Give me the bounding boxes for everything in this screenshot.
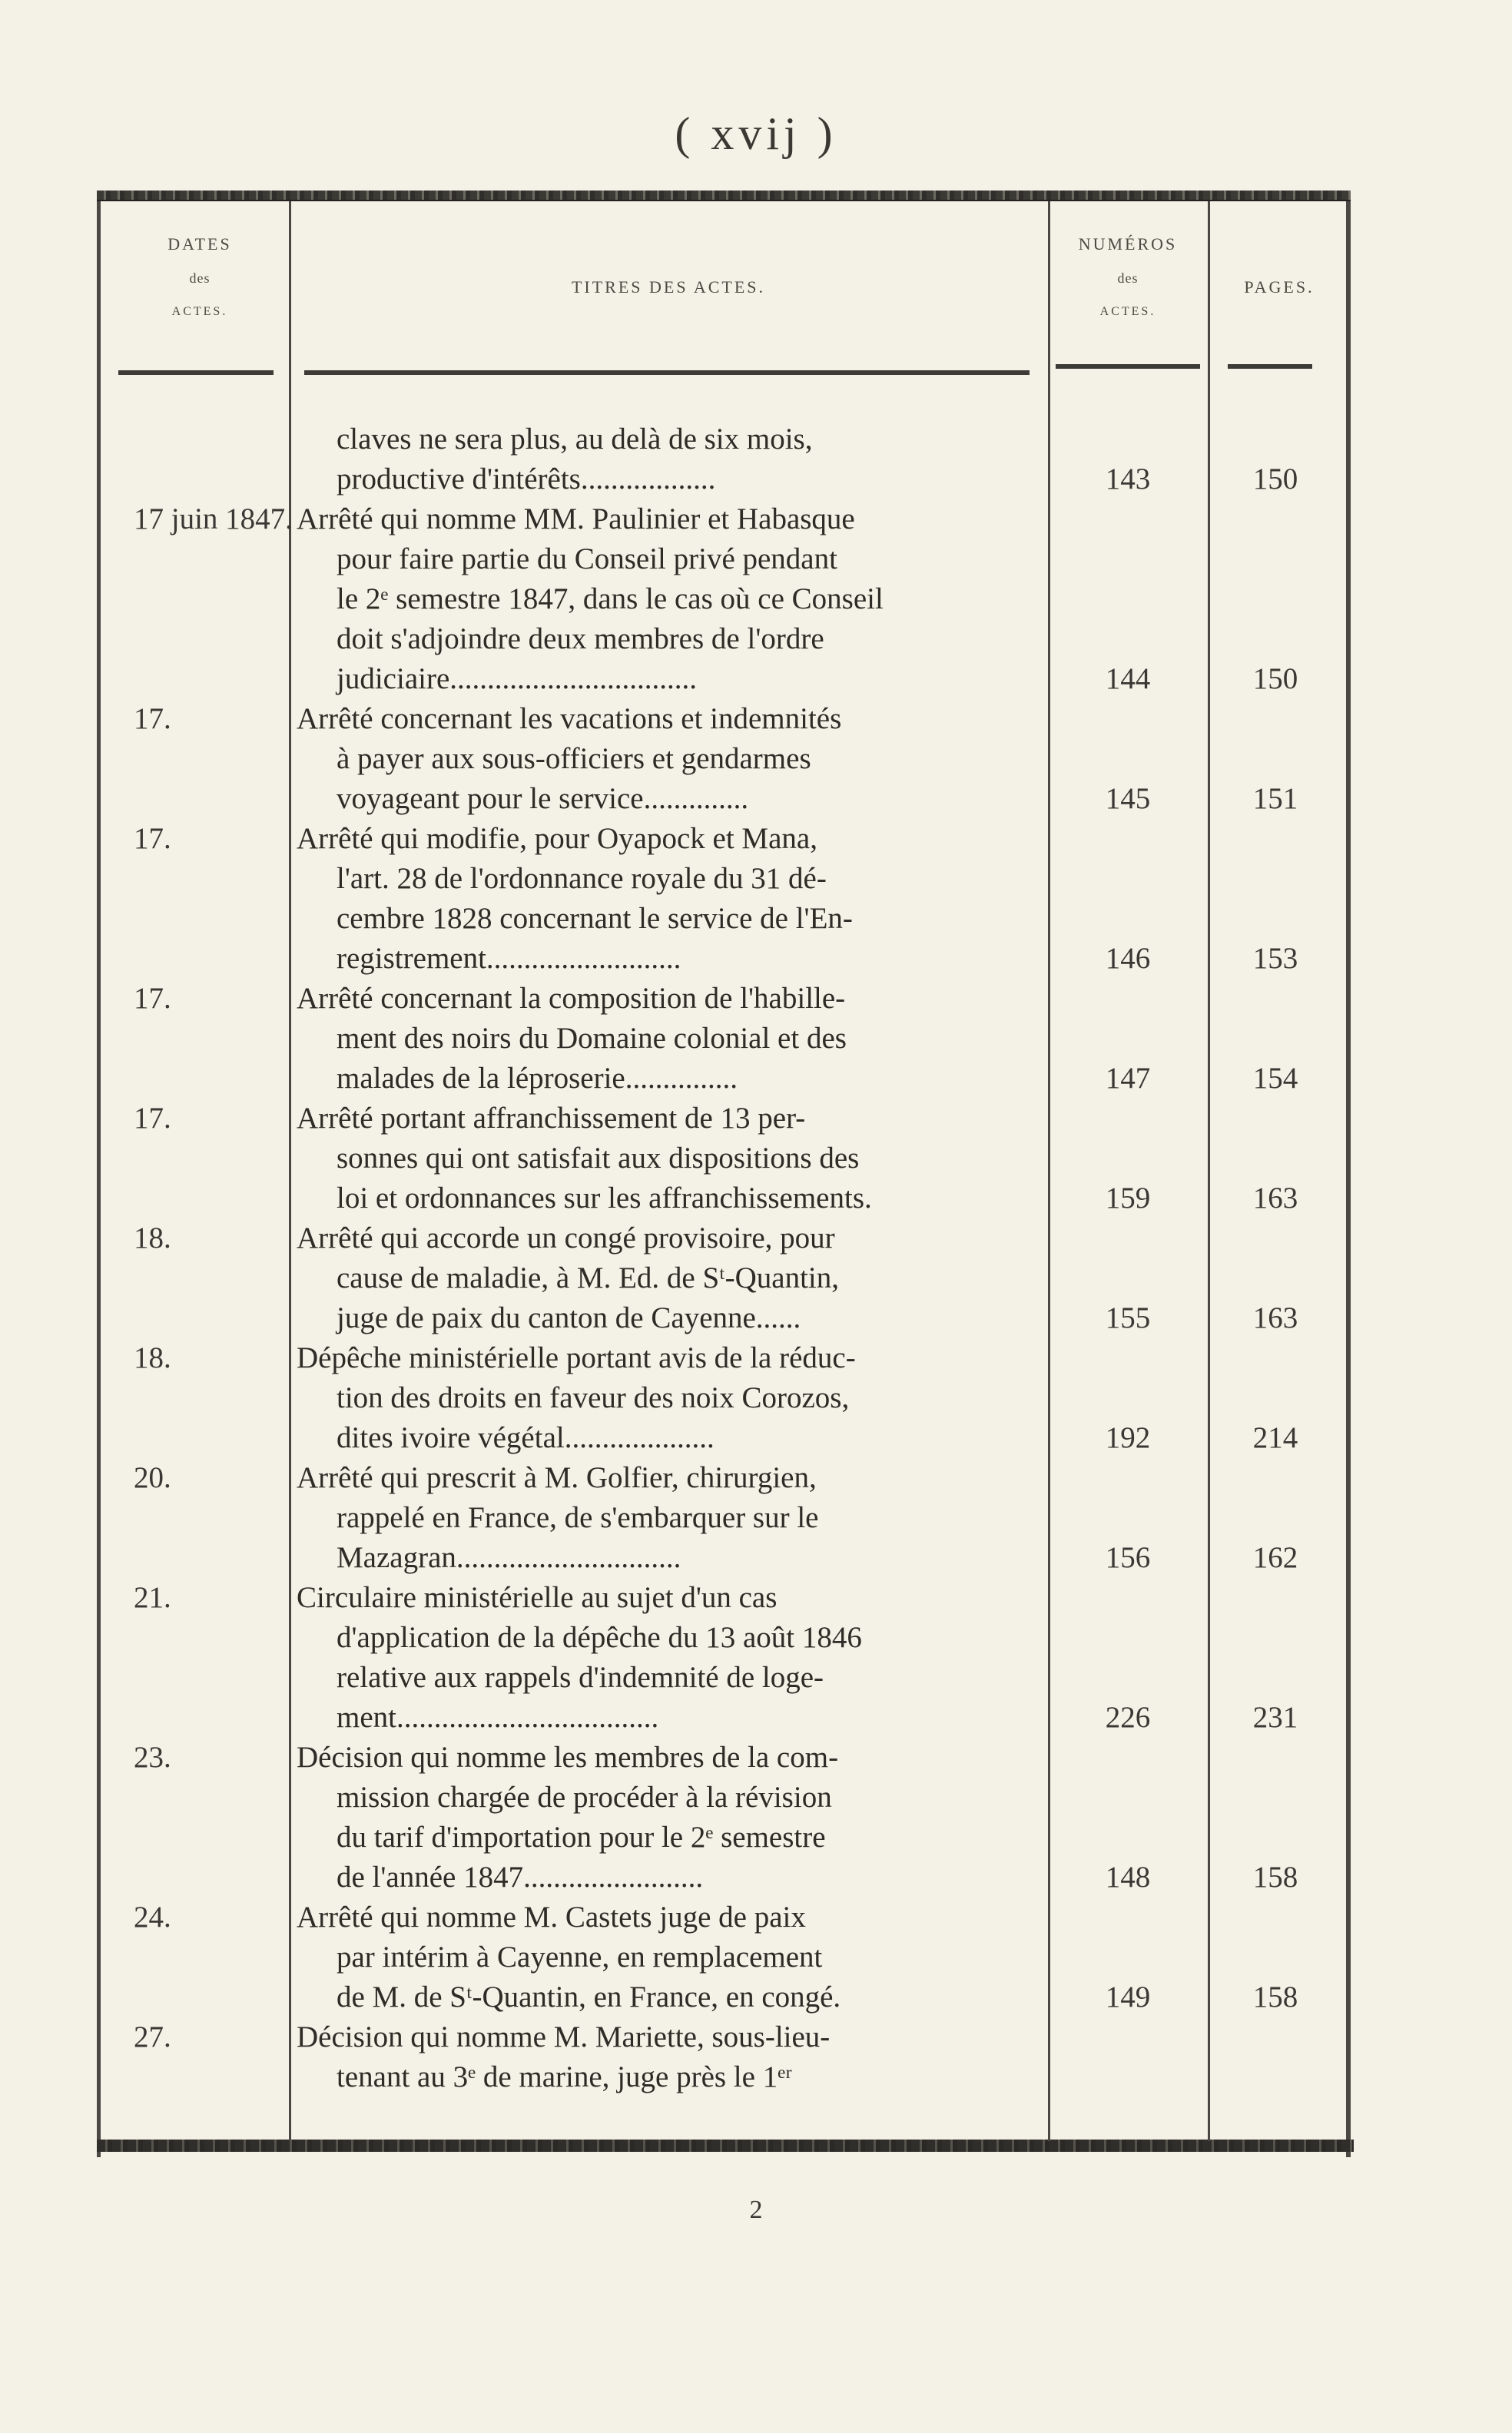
entry-title-line: d'application de la dépêche du 13 août 1846 bbox=[337, 1621, 862, 1654]
entry-page: 163 bbox=[1252, 1301, 1298, 1334]
entry-title bbox=[297, 1898, 1040, 2017]
entry-number: 149 bbox=[1105, 1981, 1151, 2014]
entry-page: 158 bbox=[1252, 1861, 1298, 1894]
entry-date: 18. bbox=[134, 1341, 171, 1374]
entry-title-line: Dépêche ministérielle portant avis de la réduc- bbox=[297, 1341, 856, 1374]
entry-page: 158 bbox=[1252, 1981, 1298, 2014]
entry-page: 151 bbox=[1252, 782, 1298, 815]
entry-title-line: voyageant pour le service.............. bbox=[337, 782, 749, 815]
entry-number: 144 bbox=[1105, 662, 1151, 695]
entry-title-line: Décision qui nomme les membres de la com- bbox=[297, 1741, 839, 1774]
entry-title-line: Arrêté portant affranchissement de 13 per- bbox=[297, 1102, 806, 1135]
column-header-dates-line3: ACTES. bbox=[171, 305, 228, 318]
column-header-pages bbox=[1214, 270, 1345, 304]
entry-date: 17. bbox=[134, 822, 171, 855]
table-bottom-border bbox=[97, 2140, 1354, 2152]
entry-date: 17. bbox=[134, 702, 171, 735]
entry-title-line: Arrêté concernant la composition de l'habille- bbox=[297, 982, 846, 1015]
entry-title-line: Circulaire ministérielle au sujet d'un cas bbox=[297, 1581, 778, 1614]
entry-date: 17. bbox=[134, 1102, 171, 1135]
entry-date: 18. bbox=[134, 1221, 171, 1255]
entry-title-line: de l'année 1847........................ bbox=[337, 1861, 704, 1894]
entry-date: 17. bbox=[134, 982, 171, 1015]
entry-title-line: ment des noirs du Domaine colonial et des bbox=[337, 1022, 847, 1055]
entry-title bbox=[297, 1338, 1040, 1458]
entry-title-line: Décision qui nomme M. Mariette, sous-lieu- bbox=[297, 2020, 831, 2053]
entry-title-line: judiciaire................................. bbox=[337, 662, 698, 695]
entry-page: 162 bbox=[1252, 1541, 1298, 1574]
entry-title-line: Arrêté qui nomme MM. Paulinier et Habasque bbox=[297, 502, 855, 535]
table-top-border bbox=[97, 191, 1351, 201]
entry-title-line: du tarif d'importation pour le 2ᵉ semestre bbox=[337, 1821, 826, 1854]
entry-title-line: Arrêté qui nomme M. Castets juge de paix bbox=[297, 1901, 806, 1934]
entry-date: 27. bbox=[134, 2020, 171, 2053]
page-header: ( xvij ) bbox=[675, 108, 837, 159]
entry-page: 154 bbox=[1252, 1062, 1298, 1095]
entry-title-line: rappelé en France, de s'embarquer sur le bbox=[337, 1501, 819, 1534]
entry-date: 17 juin 1847. bbox=[134, 502, 293, 535]
signature-mark: 2 bbox=[749, 2196, 763, 2224]
entry-title-line: de M. de Sᵗ-Quantin, en France, en congé. bbox=[337, 1981, 841, 2014]
header-rule-titles bbox=[304, 370, 1030, 375]
entry-title-line: le 2ᵉ semestre 1847, dans le cas où ce Conseil bbox=[337, 582, 884, 615]
column-header-titles-text: TITRES DES ACTES. bbox=[571, 277, 766, 297]
entry-page: 231 bbox=[1252, 1701, 1298, 1734]
column-header-dates bbox=[115, 227, 284, 329]
entry-title-line: Mazagran.............................. bbox=[337, 1541, 681, 1574]
column-header-numbers-line2: des bbox=[1117, 270, 1139, 286]
entry-title-line: productive d'intérêts.................. bbox=[337, 462, 716, 496]
entry-title bbox=[297, 1099, 1040, 1218]
column-header-titles bbox=[297, 270, 1040, 304]
column-header-numbers bbox=[1053, 227, 1203, 329]
entry-title-line: sonnes qui ont satisfait aux dispositions des bbox=[337, 1142, 860, 1175]
entry-title-line: relative aux rappels d'indemnité de loge- bbox=[337, 1661, 824, 1694]
entry-number: 226 bbox=[1105, 1701, 1151, 1734]
entry-number: 145 bbox=[1105, 782, 1151, 815]
entry-title-line: doit s'adjoindre deux membres de l'ordre bbox=[337, 622, 824, 655]
entry-title-line: loi et ordonnances sur les affranchissements. bbox=[337, 1182, 872, 1215]
entry-title bbox=[297, 499, 1040, 699]
column-header-dates-line2: des bbox=[189, 270, 211, 286]
entry-date: 24. bbox=[134, 1901, 171, 1934]
entry-number: 192 bbox=[1105, 1421, 1151, 1454]
entry-page: 150 bbox=[1252, 462, 1298, 496]
entry-number: 147 bbox=[1105, 1062, 1151, 1095]
entry-title-line: Arrêté qui modifie, pour Oyapock et Mana, bbox=[297, 822, 817, 855]
entry-title-line: à payer aux sous-officiers et gendarmes bbox=[337, 742, 811, 775]
entry-title-line: dites ivoire végétal.................... bbox=[337, 1421, 715, 1454]
entry-number: 146 bbox=[1105, 942, 1151, 975]
entry-title-line: malades de la léproserie............... bbox=[337, 1062, 738, 1095]
entry-title-line: registrement.......................... bbox=[337, 942, 681, 975]
column-divider-numbers bbox=[1208, 201, 1210, 2141]
entry-title-line: cembre 1828 concernant le service de l'En- bbox=[337, 902, 853, 935]
entry-number: 155 bbox=[1105, 1301, 1151, 1334]
entry-title bbox=[297, 419, 1040, 499]
entry-number: 143 bbox=[1105, 462, 1151, 496]
entry-title bbox=[297, 1218, 1040, 1338]
entry-title bbox=[297, 699, 1040, 819]
entry-title-line: tion des droits en faveur des noix Corozos, bbox=[337, 1381, 850, 1414]
entry-title-line: juge de paix du canton de Cayenne...... bbox=[337, 1301, 801, 1334]
entry-page: 153 bbox=[1252, 942, 1298, 975]
column-header-dates-line1: DATES bbox=[167, 234, 232, 254]
column-divider-dates bbox=[289, 201, 291, 2141]
entry-page: 214 bbox=[1252, 1421, 1298, 1454]
entry-page: 150 bbox=[1252, 662, 1298, 695]
entry-page: 163 bbox=[1252, 1182, 1298, 1215]
entry-title-line: mission chargée de procéder à la révision bbox=[337, 1781, 832, 1814]
entry-title-line: l'art. 28 de l'ordonnance royale du 31 dé- bbox=[337, 862, 827, 895]
column-header-numbers-line1: NUMÉROS bbox=[1078, 234, 1178, 254]
entry-date: 23. bbox=[134, 1741, 171, 1774]
column-header-numbers-line3: ACTES. bbox=[1099, 305, 1156, 318]
entry-title-line: tenant au 3ᵉ de marine, juge près le 1ᵉʳ bbox=[337, 2060, 792, 2093]
entry-number: 148 bbox=[1105, 1861, 1151, 1894]
header-rule-pages bbox=[1228, 364, 1312, 369]
entry-date: 20. bbox=[134, 1461, 171, 1494]
header-rule-dates bbox=[118, 370, 274, 375]
entry-date: 21. bbox=[134, 1581, 171, 1614]
entry-title bbox=[297, 1738, 1040, 1898]
entry-title bbox=[297, 1458, 1040, 1578]
entry-number: 156 bbox=[1105, 1541, 1151, 1574]
entry-title-line: Arrêté qui accorde un congé provisoire, pour bbox=[297, 1221, 835, 1255]
entry-title-line: Arrêté qui prescrit à M. Golfier, chirurgien, bbox=[297, 1461, 817, 1494]
entry-title bbox=[297, 979, 1040, 1099]
entry-title-line: Arrêté concernant les vacations et indemnités bbox=[297, 702, 842, 735]
column-divider-titles bbox=[1048, 201, 1050, 2141]
entry-title-line: claves ne sera plus, au delà de six mois, bbox=[337, 423, 813, 456]
entry-title-line: ment................................... bbox=[337, 1701, 659, 1734]
entry-title bbox=[297, 819, 1040, 979]
entry-title bbox=[297, 2017, 1040, 2097]
entry-title-line: pour faire partie du Conseil privé pendant bbox=[337, 542, 837, 575]
entry-number: 159 bbox=[1105, 1182, 1151, 1215]
column-header-pages-text: PAGES. bbox=[1244, 277, 1315, 297]
entry-title-line: cause de maladie, à M. Ed. de Sᵗ-Quantin, bbox=[337, 1261, 840, 1294]
entry-title-line: par intérim à Cayenne, en remplacement bbox=[337, 1941, 823, 1974]
header-rule-numbers bbox=[1056, 364, 1200, 369]
entry-title bbox=[297, 1578, 1040, 1738]
